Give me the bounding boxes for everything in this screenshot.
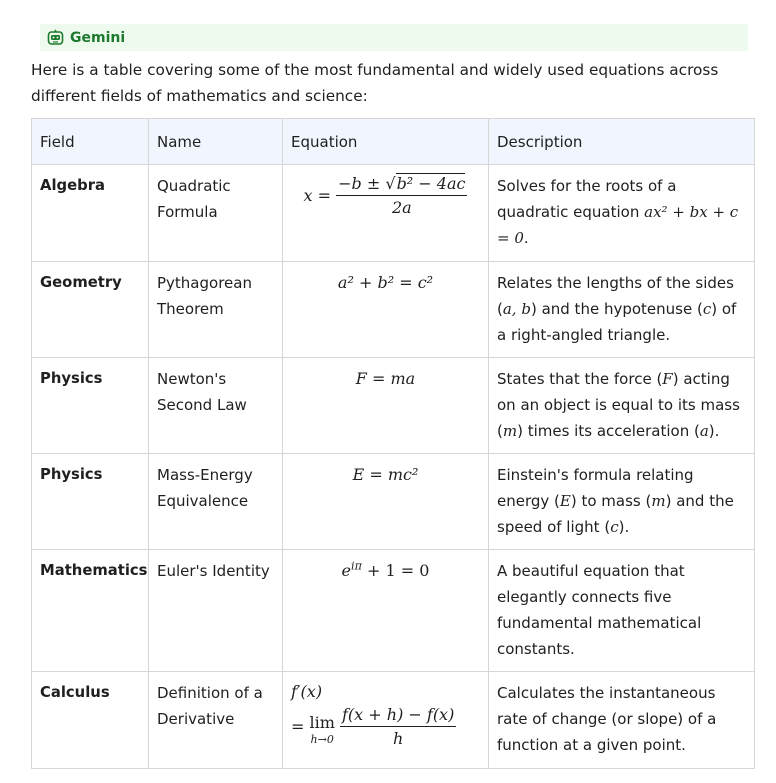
gemini-robot-icon	[47, 29, 64, 46]
header-equation: Equation	[283, 119, 489, 165]
equation-cell: $e^{i\pi} + 1 = 0$	[283, 550, 489, 672]
gemini-banner	[40, 24, 748, 51]
table-row	[32, 358, 755, 454]
equation-cell: E = mc²	[283, 454, 489, 550]
equations-table	[31, 118, 755, 769]
field-cell: Mathematics	[32, 550, 149, 672]
field-cell: Calculus	[32, 672, 149, 769]
eq-line2: = lim h→0 $\frac{f(x + h) - f(x)}{h}$	[291, 704, 480, 751]
field-cell: Geometry	[32, 262, 149, 358]
eq-fraction	[336, 173, 467, 220]
eq-line1: f′(x)	[291, 682, 323, 701]
eq-fraction: $\frac{f(x + h) - f(x)}{h}$	[342, 705, 455, 748]
table-row	[32, 550, 755, 672]
name-cell: Quadratic Formula	[149, 165, 283, 262]
equation-cell	[283, 672, 489, 769]
header-name: Name	[149, 119, 283, 165]
table-header-row	[32, 119, 755, 165]
equation-cell	[283, 165, 489, 262]
equation-cell: a² + b² = c²	[283, 262, 489, 358]
eq-lhs: x =	[303, 186, 332, 205]
field-cell: Physics	[32, 358, 149, 454]
gemini-title: Gemini	[70, 29, 126, 46]
description-cell: Relates the lengths of the sides (a, b) and the hypotenuse (c) of a right-angled triangle.	[489, 262, 755, 358]
name-cell: Mass-Energy Equivalence	[149, 454, 283, 550]
description-cell: States that the force (F) acting on an object is equal to its mass (m) times its acceleration (a).	[489, 358, 755, 454]
table-row	[32, 454, 755, 550]
description-cell: Solves for the roots of a quadratic equation ax² + bx + c = 0.	[489, 165, 755, 262]
header-field: Field	[32, 119, 149, 165]
description-cell: A beautiful equation that elegantly connects five fundamental mathematical constants.	[489, 550, 755, 672]
eq-numerator: −b ± √b² − 4ac	[336, 173, 467, 196]
field-cell: Physics	[32, 454, 149, 550]
eq-num-pre: −b ±	[338, 174, 386, 193]
description-cell: Einstein's formula relating energy (E) to mass (m) and the speed of light (c).	[489, 454, 755, 550]
name-cell: Pythagorean Theorem	[149, 262, 283, 358]
eq-denominator: 2a	[391, 198, 412, 217]
eq-limit: lim h→0	[309, 712, 335, 746]
description-cell: Calculates the instantaneous rate of change (or slope) of a function at a given point.	[489, 672, 755, 769]
name-cell: Euler's Identity	[149, 550, 283, 672]
table-row	[32, 165, 755, 262]
name-cell: Definition of a Derivative	[149, 672, 283, 769]
table-row	[32, 672, 755, 769]
equation-cell: F = ma	[283, 358, 489, 454]
field-cell: Algebra	[32, 165, 149, 262]
name-cell: Newton's Second Law	[149, 358, 283, 454]
table-row	[32, 262, 755, 358]
header-description: Description	[489, 119, 755, 165]
eq-radicand: b² − 4ac	[396, 174, 466, 193]
intro-text: Here is a table covering some of the most fundamental and widely used equations across different fields of mathematics and science:	[31, 61, 719, 105]
